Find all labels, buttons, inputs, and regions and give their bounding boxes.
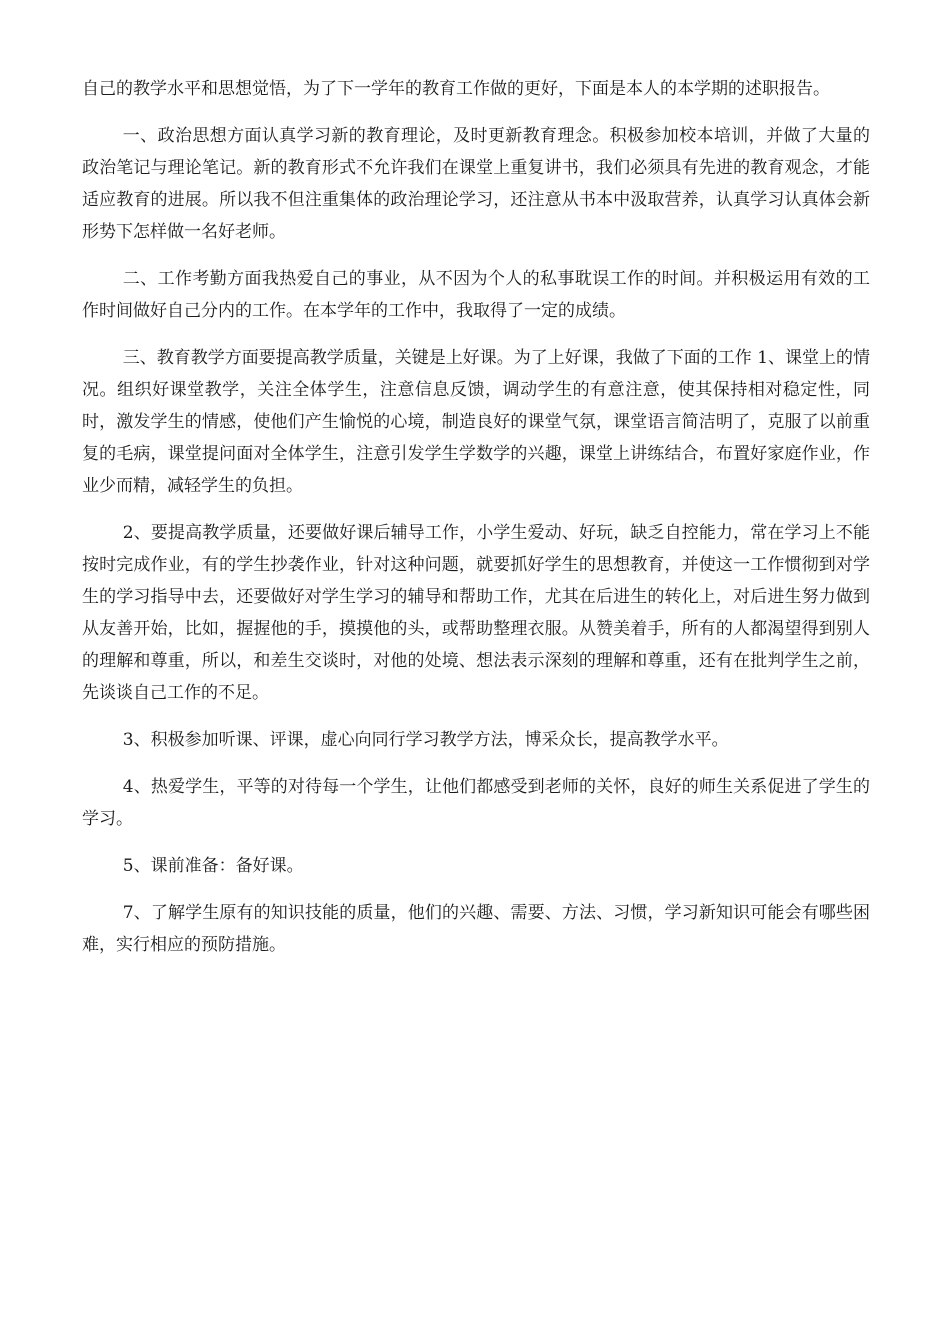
paragraph-teaching: 三、教育教学方面要提高教学质量，关键是上好课。为了上好课，我做了下面的工作 1、课堂上的情况。组织好课堂教学，关注全体学生，注意信息反馈，调动学生的有意注意，使其保持相对稳定性，同时，激发学生的情感，使他们产生愉悦的心境，制造良好的课堂气氛，课堂语言简洁明了，克服了以前重复的毛病，课堂提问面对全体学生，注意引发学生学数学的兴趣，课堂上讲练结合，布置好家庭作业，作业少而精，减轻学生的负担。 (82, 348, 871, 496)
document-body (82, 73, 870, 976)
paragraph-understand-students: 7、了解学生原有的知识技能的质量，他们的兴趣、需要、方法、习惯，学习新知识可能会有哪些困难，实行相应的预防措施。 (82, 903, 870, 955)
paragraph-tutoring: 2、要提高教学质量，还要做好课后辅导工作，小学生爱动、好玩，缺乏自控能力，常在学习上不能按时完成作业，有的学生抄袭作业，针对这种问题，就要抓好学生的思想教育，并使这一工作惯彻到对学生的学习指导中去，还要做好对学生学习的辅导和帮助工作，尤其在后进生的转化上，对后进生努力做到从友善开始，比如，握握他的手，摸摸他的头，或帮助整理衣服。从赞美着手，所有的人都渴望得到别人的理解和尊重，所以，和差生交谈时，对他的处境、想法表示深刻的理解和尊重，还有在批判学生之前，先谈谈自己工作的不足。 (82, 523, 870, 703)
paragraph-lesson-observation: 3、积极参加听课、评课，虚心向同行学习教学方法，博采众长，提高教学水平。 (122, 730, 729, 750)
paragraph-love-students: 4、热爱学生，平等的对待每一个学生，让他们都感受到老师的关怀，良好的师生关系促进了学生的学习。 (82, 777, 870, 829)
paragraph-lesson-prep: 5、课前准备：备好课。 (122, 856, 304, 876)
paragraph-intro-continued: 自己的教学水平和思想觉悟，为了下一学年的教育工作做的更好，下面是本人的本学期的述职报告。 (82, 79, 830, 99)
paragraph-attendance: 二、工作考勤方面我热爱自己的事业，从不因为个人的私事耽误工作的时间。并积极运用有效的工作时间做好自己分内的工作。在本学年的工作中，我取得了一定的成绩。 (82, 269, 870, 321)
paragraph-political-thought: 一、政治思想方面认真学习新的教育理论，及时更新教育理念。积极参加校本培训，并做了大量的政治笔记与理论笔记。新的教育形式不允许我们在课堂上重复讲书，我们必须具有先进的教育观念，才能适应教育的进展。所以我不但注重集体的政治理论学习，还注意从书本中汲取营养，认真学习认真体会新形势下怎样做一名好老师。 (82, 126, 870, 242)
